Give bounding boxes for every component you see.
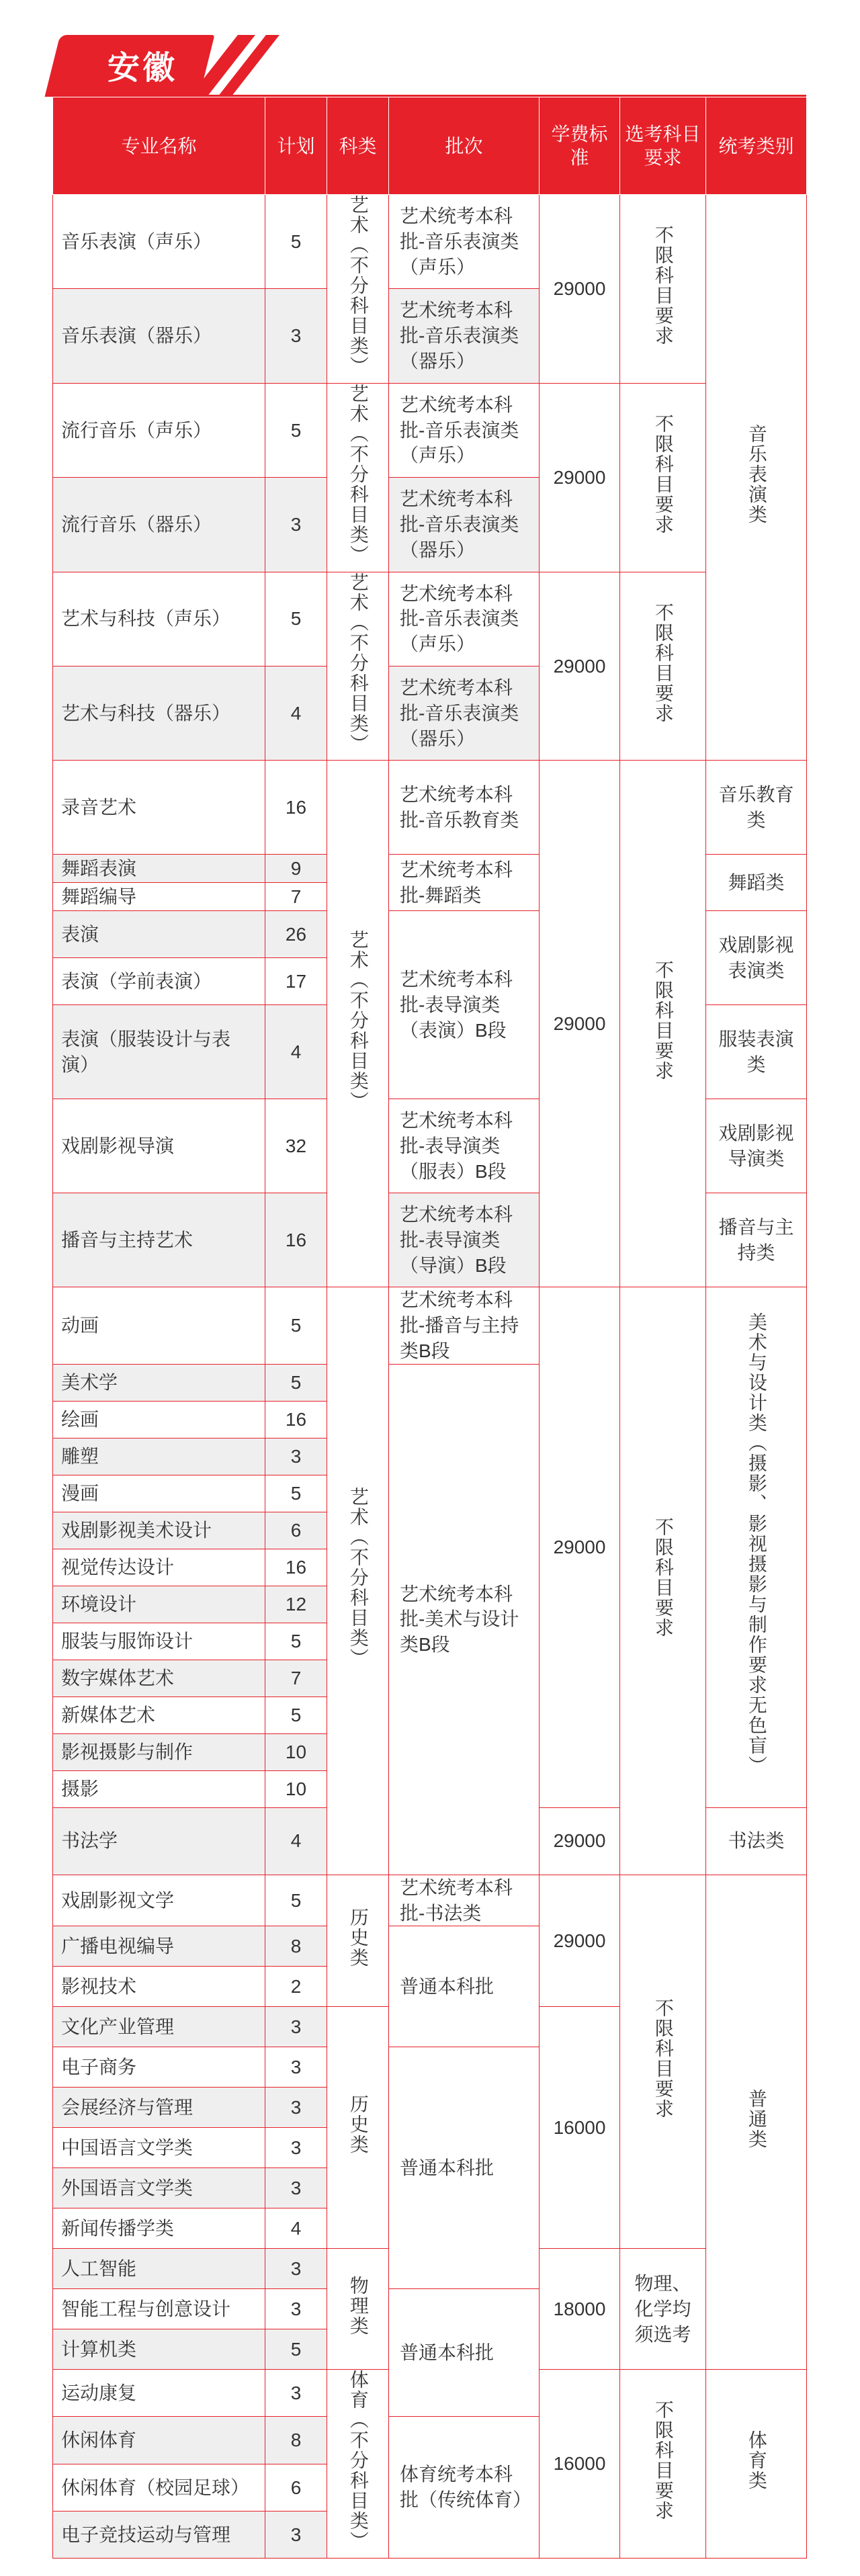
batch-cell: 艺术统考本科批-表导演类（服表）B段 <box>389 1099 540 1193</box>
major-name-cell: 环境设计 <box>53 1586 265 1623</box>
plan-count-cell: 9 <box>265 855 327 883</box>
plan-count-cell: 3 <box>265 2088 327 2128</box>
major-name-cell: 音乐表演（器乐） <box>53 289 265 383</box>
major-name-cell: 戏剧影视导演 <box>53 1099 265 1193</box>
subject-requirement-cell-text: 不限科目要求 <box>652 2400 674 2522</box>
admission-table <box>52 97 806 2559</box>
subject-category-cell-text: 体育（不分科目类） <box>347 2370 369 2552</box>
plan-count-cell: 16 <box>265 1549 327 1586</box>
subject-category-cell-text: 艺术（不分科目类） <box>347 929 369 1111</box>
exam-category-cell: 播音与主持类 <box>706 1193 807 1287</box>
major-name-cell: 艺术与科技（器乐） <box>53 666 265 760</box>
tuition-fee-cell: 29000 <box>540 383 620 572</box>
plan-count-cell: 3 <box>265 478 327 572</box>
subject-requirement-cell-text: 不限科目要求 <box>652 602 674 724</box>
plan-count-cell: 3 <box>265 2511 327 2559</box>
exam-category-cell <box>706 1287 807 1807</box>
subject-requirement-cell: 物理、化学均须选考 <box>620 2249 706 2370</box>
major-name-cell: 人工智能 <box>53 2249 265 2289</box>
plan-count-cell: 4 <box>265 1005 327 1099</box>
subject-category-cell <box>327 1287 389 1875</box>
plan-count-cell: 4 <box>265 2208 327 2249</box>
batch-cell: 艺术统考本科批-表导演类（导演）B段 <box>389 1193 540 1287</box>
major-name-cell: 戏剧影视美术设计 <box>53 1512 265 1549</box>
plan-count-cell: 8 <box>265 2417 327 2464</box>
tuition-fee-cell: 29000 <box>540 761 620 1287</box>
plan-count-cell: 3 <box>265 2007 327 2047</box>
major-name-cell: 会展经济与管理 <box>53 2088 265 2128</box>
plan-count-cell: 3 <box>265 2128 327 2168</box>
batch-cell: 艺术统考本科批-音乐表演类（器乐） <box>389 666 540 760</box>
major-name-cell: 服装与服饰设计 <box>53 1623 265 1660</box>
batch-cell: 艺术统考本科批-播音与主持类B段 <box>389 1287 540 1364</box>
subject-category-cell-text: 历史类 <box>347 1907 369 1968</box>
plan-count-cell: 5 <box>265 1287 327 1364</box>
subject-category-cell-text: 艺术（不分科目类） <box>347 572 369 754</box>
plan-count-cell: 32 <box>265 1099 327 1193</box>
subject-requirement-cell <box>620 1875 706 2249</box>
exam-category-cell-text: 音乐表演类 <box>746 423 767 525</box>
exam-category-cell <box>706 195 807 761</box>
subject-requirement-cell <box>620 761 706 1287</box>
major-name-cell: 表演（服装设计与表演） <box>53 1005 265 1099</box>
subject-requirement-cell-text: 不限科目要求 <box>652 959 674 1081</box>
subject-requirement-cell <box>620 195 706 384</box>
table-row <box>53 572 807 666</box>
batch-cell: 艺术统考本科批-舞蹈类 <box>389 855 540 911</box>
major-name-cell: 美术学 <box>53 1364 265 1401</box>
batch-cell: 艺术统考本科批-音乐表演类（声乐） <box>389 383 540 477</box>
plan-count-cell: 5 <box>265 1364 327 1401</box>
major-name-cell: 广播电视编导 <box>53 1926 265 1967</box>
table-row <box>53 1875 807 1926</box>
major-name-cell: 数字媒体艺术 <box>53 1660 265 1697</box>
exam-category-cell <box>706 2370 807 2559</box>
tuition-fee-cell: 29000 <box>540 572 620 761</box>
batch-cell: 体育统考本科批（传统体育） <box>389 2417 540 2559</box>
major-name-cell: 视觉传达设计 <box>53 1549 265 1586</box>
subject-category-cell <box>327 383 389 572</box>
header-row <box>53 97 807 195</box>
plan-count-cell: 8 <box>265 1926 327 1967</box>
plan-count-cell: 3 <box>265 289 327 383</box>
subject-category-cell <box>327 2007 389 2249</box>
tuition-fee-cell: 16000 <box>540 2007 620 2249</box>
plan-count-cell: 5 <box>265 1875 327 1926</box>
exam-category-cell: 戏剧影视导演类 <box>706 1099 807 1193</box>
major-name-cell: 流行音乐（声乐） <box>53 383 265 477</box>
major-name-cell: 影视摄影与制作 <box>53 1733 265 1770</box>
table-row <box>53 1287 807 1364</box>
page-title: 安徽 <box>108 49 178 87</box>
subject-requirement-cell-text: 不限科目要求 <box>652 1517 674 1639</box>
page-header <box>0 0 860 108</box>
major-name-cell: 雕塑 <box>53 1438 265 1475</box>
subject-category-cell <box>327 1875 389 2007</box>
plan-count-cell: 5 <box>265 1475 327 1512</box>
major-name-cell: 录音艺术 <box>53 761 265 855</box>
plan-count-cell: 12 <box>265 1586 327 1623</box>
subject-category-cell <box>327 195 389 384</box>
plan-count-cell: 5 <box>265 1623 327 1660</box>
plan-count-cell: 3 <box>265 2370 327 2417</box>
major-name-cell: 新媒体艺术 <box>53 1697 265 1733</box>
plan-count-cell: 7 <box>265 883 327 911</box>
table-row <box>53 195 807 289</box>
exam-category-cell: 音乐教育类 <box>706 761 807 855</box>
major-name-cell: 影视技术 <box>53 1967 265 2007</box>
batch-cell: 艺术统考本科批-美术与设计类B段 <box>389 1364 540 1875</box>
major-name-cell: 播音与主持艺术 <box>53 1193 265 1287</box>
major-name-cell: 休闲体育 <box>53 2417 265 2464</box>
plan-count-cell: 5 <box>265 2329 327 2370</box>
batch-cell: 艺术统考本科批-音乐表演类（声乐） <box>389 572 540 666</box>
batch-cell: 艺术统考本科批-音乐表演类（器乐） <box>389 478 540 572</box>
major-name-cell: 舞蹈编导 <box>53 883 265 911</box>
plan-count-cell: 5 <box>265 572 327 666</box>
tuition-fee-cell: 29000 <box>540 1807 620 1875</box>
tuition-fee-cell: 29000 <box>540 195 620 384</box>
major-name-cell: 计算机类 <box>53 2329 265 2370</box>
exam-category-cell: 服装表演类 <box>706 1005 807 1099</box>
major-name-cell: 运动康复 <box>53 2370 265 2417</box>
major-name-cell: 绘画 <box>53 1401 265 1438</box>
major-name-cell: 电子竞技运动与管理 <box>53 2511 265 2559</box>
major-name-cell: 音乐表演（声乐） <box>53 195 265 289</box>
batch-cell: 艺术统考本科批-书法类 <box>389 1875 540 1926</box>
major-name-cell: 摄影 <box>53 1770 265 1807</box>
batch-cell: 艺术统考本科批-表导演类（表演）B段 <box>389 911 540 1099</box>
plan-count-cell: 5 <box>265 1697 327 1733</box>
plan-count-cell: 5 <box>265 383 327 477</box>
exam-category-cell-text: 美术与设计类（摄影、影视摄影与制作要求无色盲） <box>746 1312 767 1776</box>
subject-category-cell-text: 历史类 <box>347 2094 369 2155</box>
subject-requirement-cell <box>620 1287 706 1875</box>
subject-category-cell <box>327 2370 389 2559</box>
major-name-cell: 书法学 <box>53 1807 265 1875</box>
plan-count-cell: 10 <box>265 1733 327 1770</box>
subject-category-cell <box>327 572 389 761</box>
plan-count-cell: 4 <box>265 1807 327 1875</box>
major-name-cell: 表演 <box>53 911 265 958</box>
batch-cell: 艺术统考本科批-音乐表演类（声乐） <box>389 195 540 289</box>
plan-count-cell: 26 <box>265 911 327 958</box>
plan-count-cell: 16 <box>265 761 327 855</box>
plan-count-cell: 2 <box>265 1967 327 2007</box>
subject-requirement-cell <box>620 2370 706 2559</box>
plan-count-cell: 17 <box>265 958 327 1005</box>
table-row <box>53 761 807 855</box>
major-name-cell: 新闻传播学类 <box>53 2208 265 2249</box>
header-cell-category: 统考类别 <box>706 97 807 195</box>
plan-count-cell: 3 <box>265 2168 327 2208</box>
batch-cell: 普通本科批 <box>389 1926 540 2047</box>
header-cell-major: 专业名称 <box>53 97 265 195</box>
major-name-cell: 艺术与科技（声乐） <box>53 572 265 666</box>
exam-category-cell-text: 普通类 <box>746 2088 767 2149</box>
exam-category-cell: 舞蹈类 <box>706 855 807 911</box>
exam-category-cell-text: 体育类 <box>746 2430 767 2491</box>
batch-cell: 普通本科批 <box>389 2047 540 2289</box>
subject-requirement-cell-text: 不限科目要求 <box>652 225 674 346</box>
subject-category-cell-text: 艺术（不分科目类） <box>347 195 369 376</box>
header-cell-requirement: 选考科目要求 <box>620 97 706 195</box>
tuition-fee-cell: 16000 <box>540 2370 620 2559</box>
plan-count-cell: 6 <box>265 1512 327 1549</box>
subject-category-cell-text: 艺术（不分科目类） <box>347 1487 369 1669</box>
batch-cell: 艺术统考本科批-音乐教育类 <box>389 761 540 855</box>
tuition-fee-cell: 29000 <box>540 1287 620 1807</box>
major-name-cell: 休闲体育（校园足球） <box>53 2464 265 2511</box>
header-cell-subject: 科类 <box>327 97 389 195</box>
header-cell-batch: 批次 <box>389 97 540 195</box>
major-name-cell: 外国语言文学类 <box>53 2168 265 2208</box>
batch-cell: 艺术统考本科批-音乐表演类（器乐） <box>389 289 540 383</box>
major-name-cell: 动画 <box>53 1287 265 1364</box>
tuition-fee-cell: 29000 <box>540 1875 620 2007</box>
subject-category-cell-text: 物理类 <box>347 2275 369 2336</box>
subject-requirement-cell-text: 不限科目要求 <box>652 1998 674 2119</box>
major-name-cell: 文化产业管理 <box>53 2007 265 2047</box>
exam-category-cell <box>706 1875 807 2370</box>
plan-count-cell: 3 <box>265 2289 327 2329</box>
exam-category-cell: 戏剧影视表演类 <box>706 911 807 1005</box>
major-name-cell: 流行音乐（器乐） <box>53 478 265 572</box>
plan-count-cell: 10 <box>265 1770 327 1807</box>
subject-requirement-cell-text: 不限科目要求 <box>652 413 674 535</box>
major-name-cell: 中国语言文学类 <box>53 2128 265 2168</box>
batch-cell: 普通本科批 <box>389 2289 540 2417</box>
subject-category-cell <box>327 2249 389 2370</box>
plan-count-cell: 3 <box>265 2249 327 2289</box>
plan-count-cell: 5 <box>265 195 327 289</box>
plan-count-cell: 16 <box>265 1401 327 1438</box>
subject-requirement-cell <box>620 572 706 761</box>
major-name-cell: 表演（学前表演） <box>53 958 265 1005</box>
plan-count-cell: 6 <box>265 2464 327 2511</box>
header-cell-plan: 计划 <box>265 97 327 195</box>
major-name-cell: 漫画 <box>53 1475 265 1512</box>
plan-count-cell: 16 <box>265 1193 327 1287</box>
tuition-fee-cell: 18000 <box>540 2249 620 2370</box>
major-name-cell: 舞蹈表演 <box>53 855 265 883</box>
exam-category-cell: 书法类 <box>706 1807 807 1875</box>
plan-count-cell: 4 <box>265 666 327 760</box>
table-row <box>53 383 807 477</box>
header-cell-fee: 学费标准 <box>540 97 620 195</box>
subject-requirement-cell <box>620 383 706 572</box>
major-name-cell: 智能工程与创意设计 <box>53 2289 265 2329</box>
subject-category-cell-text: 艺术（不分科目类） <box>347 383 369 565</box>
plan-count-cell: 3 <box>265 2047 327 2088</box>
plan-count-cell: 7 <box>265 1660 327 1697</box>
major-name-cell: 电子商务 <box>53 2047 265 2088</box>
plan-count-cell: 3 <box>265 1438 327 1475</box>
subject-category-cell <box>327 761 389 1287</box>
major-name-cell: 戏剧影视文学 <box>53 1875 265 1926</box>
